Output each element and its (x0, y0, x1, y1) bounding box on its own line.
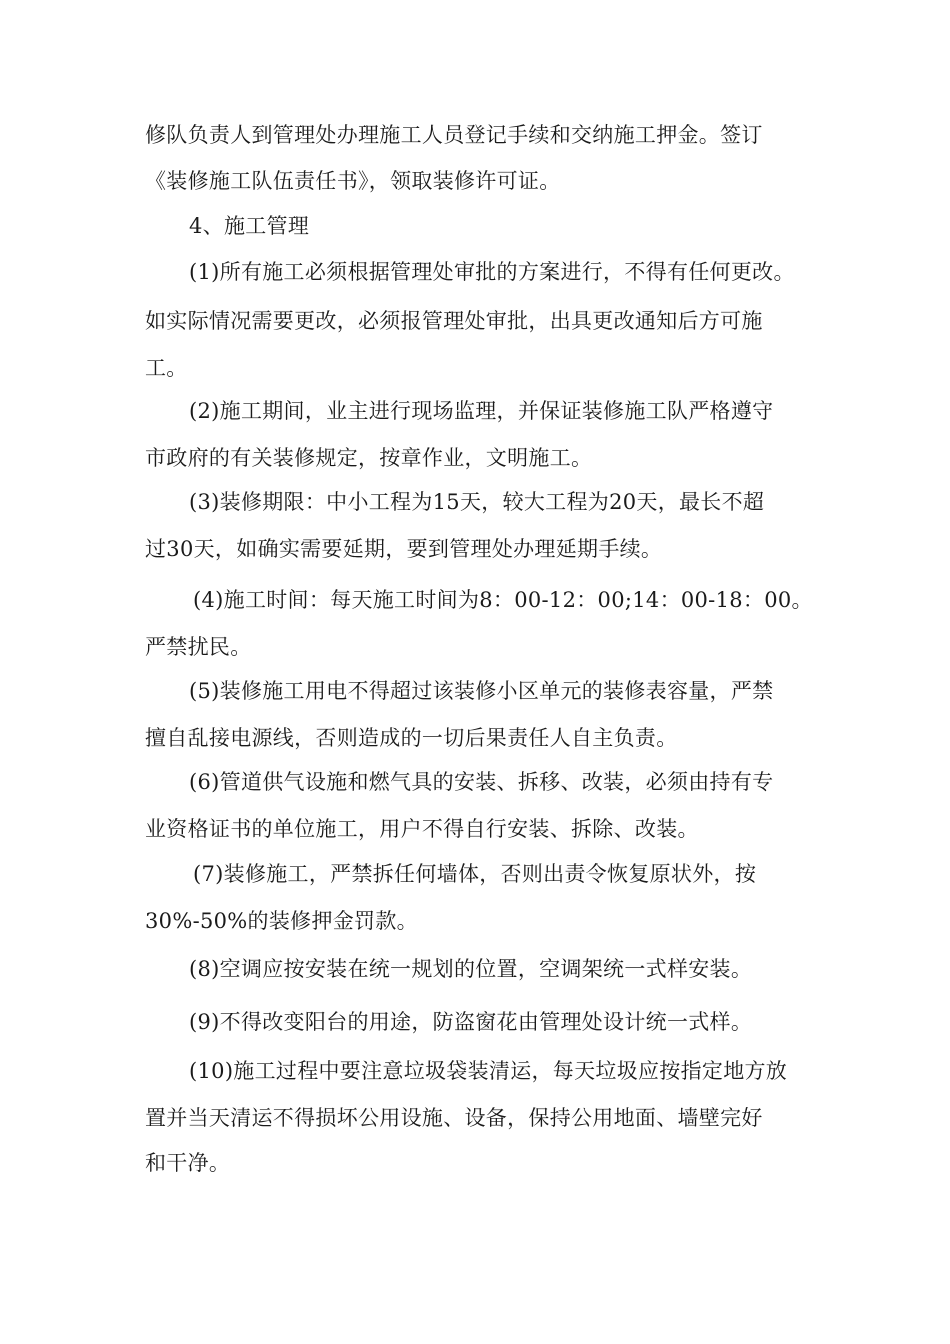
text-line: 修队负责人到管理处办理施工人员登记手续和交纳施工押金。签订 (145, 123, 763, 147)
text-line: 工。 (145, 356, 188, 380)
section-heading: 4、施工管理 (189, 214, 310, 238)
text-line: (2)施工期间，业主进行现场监理，并保证装修施工队严格遵守 (189, 399, 774, 423)
text-line: (5)装修施工用电不得超过该装修小区单元的装修表容量，严禁 (189, 679, 774, 703)
text-line: (7)装修施工，严禁拆任何墙体，否则出责令恢复原状外，按 (193, 862, 757, 886)
text-line: 如实际情况需要更改，必须报管理处审批，出具更改通知后方可施 (145, 309, 763, 333)
text-line: (1)所有施工必须根据管理处审批的方案进行，不得有任何更改。 (189, 260, 795, 284)
text-line: 擅自乱接电源线，否则造成的一切后果责任人自主负责。 (145, 726, 678, 750)
text-line: 30%-50%的装修押金罚款。 (145, 909, 418, 933)
text-line: (4)施工时间：每天施工时间为8：00-12：00;14：00-18：00。 (193, 588, 813, 612)
text-line: (9)不得改变阳台的用途，防盗窗花由管理处设计统一式样。 (189, 1010, 753, 1034)
text-line: (8)空调应按安装在统一规划的位置，空调架统一式样安装。 (189, 957, 753, 981)
text-line: 严禁扰民。 (145, 635, 252, 659)
text-line: 业资格证书的单位施工，用户不得自行安装、拆除、改装。 (145, 817, 699, 841)
text-line: (10)施工过程中要注意垃圾袋装清运，每天垃圾应按指定地方放 (189, 1059, 788, 1083)
text-line: 过30天，如确实需要延期，要到管理处办理延期手续。 (145, 537, 663, 561)
text-line: 《装修施工队伍责任书》，领取装修许可证。 (145, 169, 561, 193)
text-line: 和干净。 (145, 1151, 231, 1175)
text-line: 置并当天清运不得损坏公用设施、设备，保持公用地面、墙壁完好 (145, 1106, 763, 1130)
text-line: 市政府的有关装修规定，按章作业，文明施工。 (145, 446, 593, 470)
text-line: (6)管道供气设施和燃气具的安装、拆移、改装，必须由持有专 (189, 770, 774, 794)
text-line: (3)装修期限：中小工程为15天，较大工程为20天，最长不超 (189, 490, 765, 514)
